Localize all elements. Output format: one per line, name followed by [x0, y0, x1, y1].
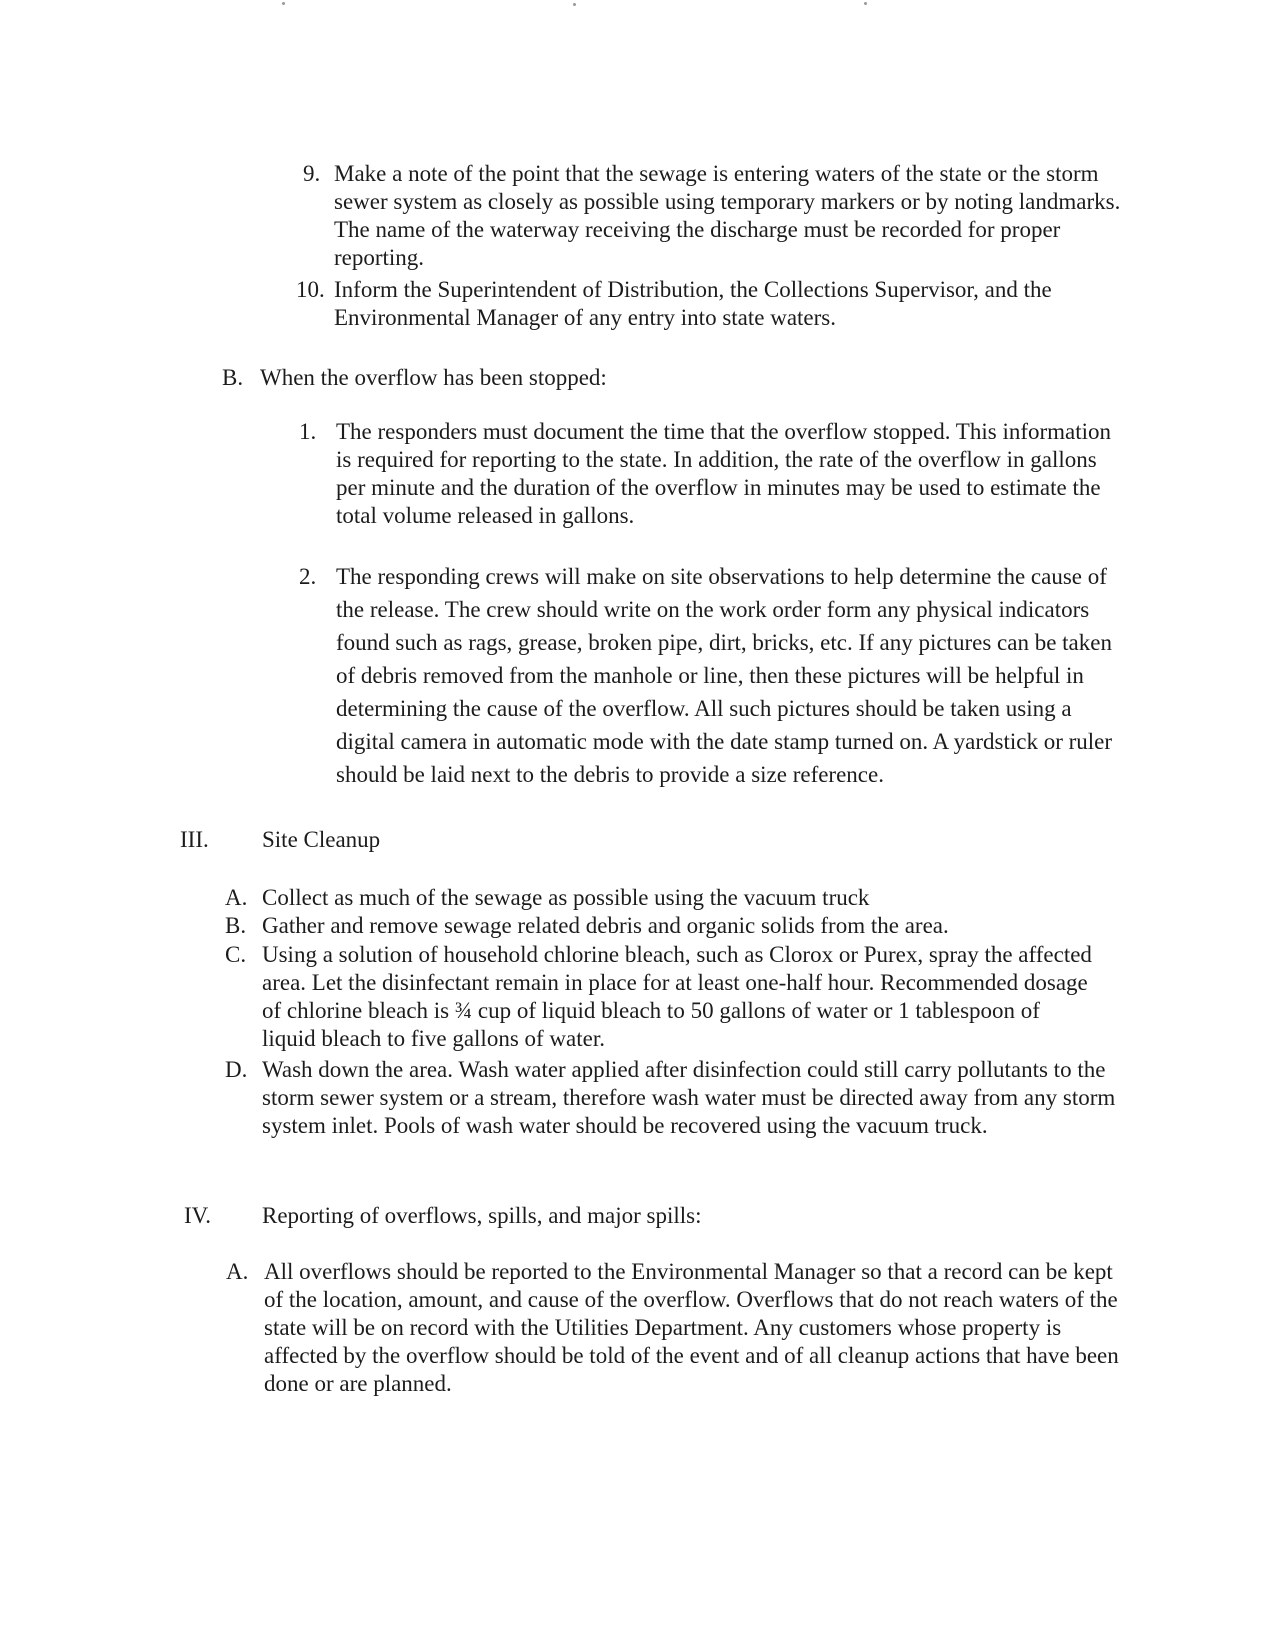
section-numeral: IV. [184, 1203, 212, 1228]
step-text: Inform the Superintendent of Distribution, the Collections Supervisor, and the Environmental Manager of any entry into state waters. [334, 277, 1052, 330]
section-title: Reporting of overflows, spills, and major spills: [262, 1203, 702, 1228]
scan-speck [573, 3, 576, 6]
scan-speck [864, 2, 867, 5]
step-number: 9. [303, 161, 321, 186]
section-numeral: III. [180, 827, 209, 852]
item-text: Wash down the area. Wash water applied after disinfection could still carry pollutants to the storm sewer system or a stream, therefore wash water must be directed away from any storm system inlet. Pools of wash water should be recovered using the vacuum truck. [262, 1057, 1116, 1138]
item-text: Gather and remove sewage related debris and organic solids from the area. [262, 913, 949, 938]
item-label: C. [225, 942, 247, 967]
item-number: 2. [299, 564, 317, 589]
item-text: The responding crews will make on site observations to help determine the cause of the release. The crew should write on the work order form any physical indicators found such as rags, grease, broken pipe, dirt, bricks, etc. If any pictures can be taken of debris removed from the manhole or line, then these pictures will be helpful in determining the cause of the overflow. All such pictures should be taken using a digital camera in automatic mode with the date stamp turned on. A yardstick or ruler should be laid next to the debris to provide a size reference. [336, 564, 1113, 787]
item-text: All overflows should be reported to the Environmental Manager so that a record can be kept of the location, amount, and cause of the overflow. Overflows that do not reach waters of the state will be on record with the Utilities Department. Any customers whose property is affected by the overflow should be told of the event and of all cleanup actions that have been done or are planned. [264, 1259, 1119, 1396]
item-text: Collect as much of the sewage as possible using the vacuum truck [262, 885, 870, 910]
scan-speck [282, 2, 285, 5]
section-title: Site Cleanup [262, 827, 381, 852]
item-number: 1. [299, 419, 317, 444]
step-number: 10. [296, 277, 325, 302]
item-text: The responders must document the time that the overflow stopped. This information is required for reporting to the state. In addition, the rate of the overflow in gallons per minute and the duration of the overflow in minutes may be used to estimate the total volume released in gallons. [336, 419, 1112, 528]
item-text: Using a solution of household chlorine bleach, such as Clorox or Purex, spray the affected area. Let the disinfectant remain in place for at least one-half hour. Recommended dosage of chlorine bleach is ¾ cup of liquid bleach to 50 gallons of water or 1 tablespoon of liquid bleach to five gallons of water. [262, 942, 1092, 1051]
step-text: Make a note of the point that the sewage is entering waters of the state or the storm sewer system as closely as possible using temporary markers or by noting landmarks. The name of the waterway receiving the discharge must be recorded for proper reporting. [334, 161, 1121, 270]
item-label: A. [226, 1259, 249, 1284]
item-label: B. [225, 913, 247, 938]
subsection-title: When the overflow has been stopped: [260, 365, 607, 390]
item-label: D. [225, 1057, 248, 1082]
item-label: A. [225, 885, 248, 910]
subsection-label: B. [222, 365, 244, 390]
